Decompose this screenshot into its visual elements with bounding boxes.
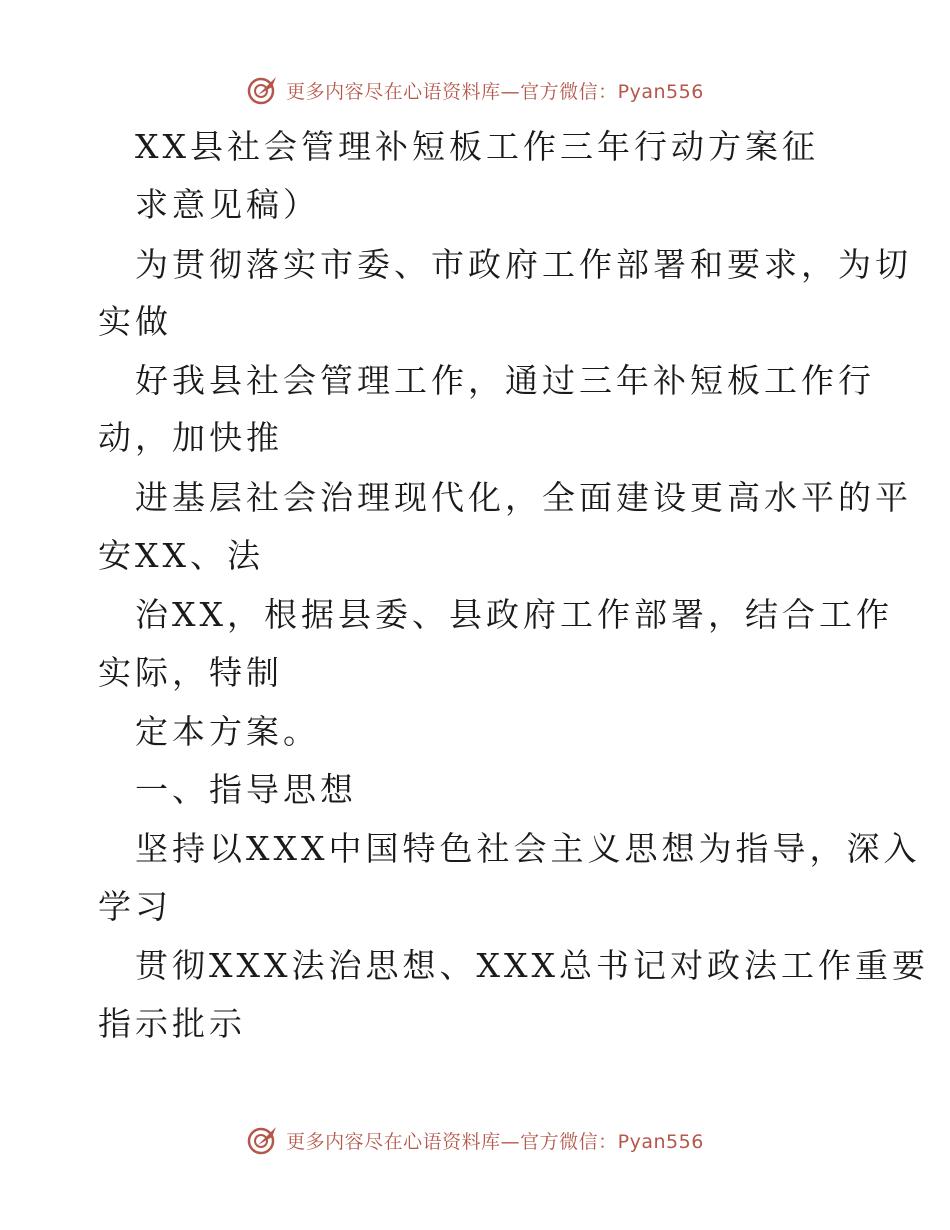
body-line: 为贯彻落实市委、市政府工作部署和要求，为切 xyxy=(135,245,912,284)
footer-watermark xyxy=(0,1120,950,1160)
body-line: 动，加快推 xyxy=(98,418,283,457)
body-line: 实做 xyxy=(98,302,172,341)
body-line: 求意见稿） xyxy=(135,185,320,224)
quill-logo-icon xyxy=(246,1123,280,1157)
body-line: 治XX，根据县委、县政府工作部署，结合工作 xyxy=(135,595,893,634)
quill-logo-icon xyxy=(246,73,280,107)
watermark-text: 更多内容尽在心语资料库—官方微信：Pyan556 xyxy=(286,1130,704,1153)
body-line: 好我县社会管理工作，通过三年补短板工作行 xyxy=(135,361,875,400)
body-line: 进基层社会治理现代化，全面建设更高水平的平 xyxy=(135,478,912,517)
body-line: 贯彻XXX法治思想、XXX总书记对政法工作重要 xyxy=(135,946,929,985)
body-line: XX县社会管理补短板工作三年行动方案征 xyxy=(135,127,819,166)
body-line: 学习 xyxy=(98,887,172,926)
body-line: 坚持以XXX中国特色社会主义思想为指导，深入 xyxy=(135,829,921,868)
header-watermark xyxy=(0,70,950,110)
body-line: 指示批示 xyxy=(98,1004,246,1043)
body-line: 定本方案。 xyxy=(135,712,320,751)
body-line: 安XX、法 xyxy=(98,536,264,575)
section-heading: 一、指导思想 xyxy=(135,770,357,809)
watermark-text: 更多内容尽在心语资料库—官方微信：Pyan556 xyxy=(286,80,704,103)
body-line: 实际，特制 xyxy=(98,653,283,692)
